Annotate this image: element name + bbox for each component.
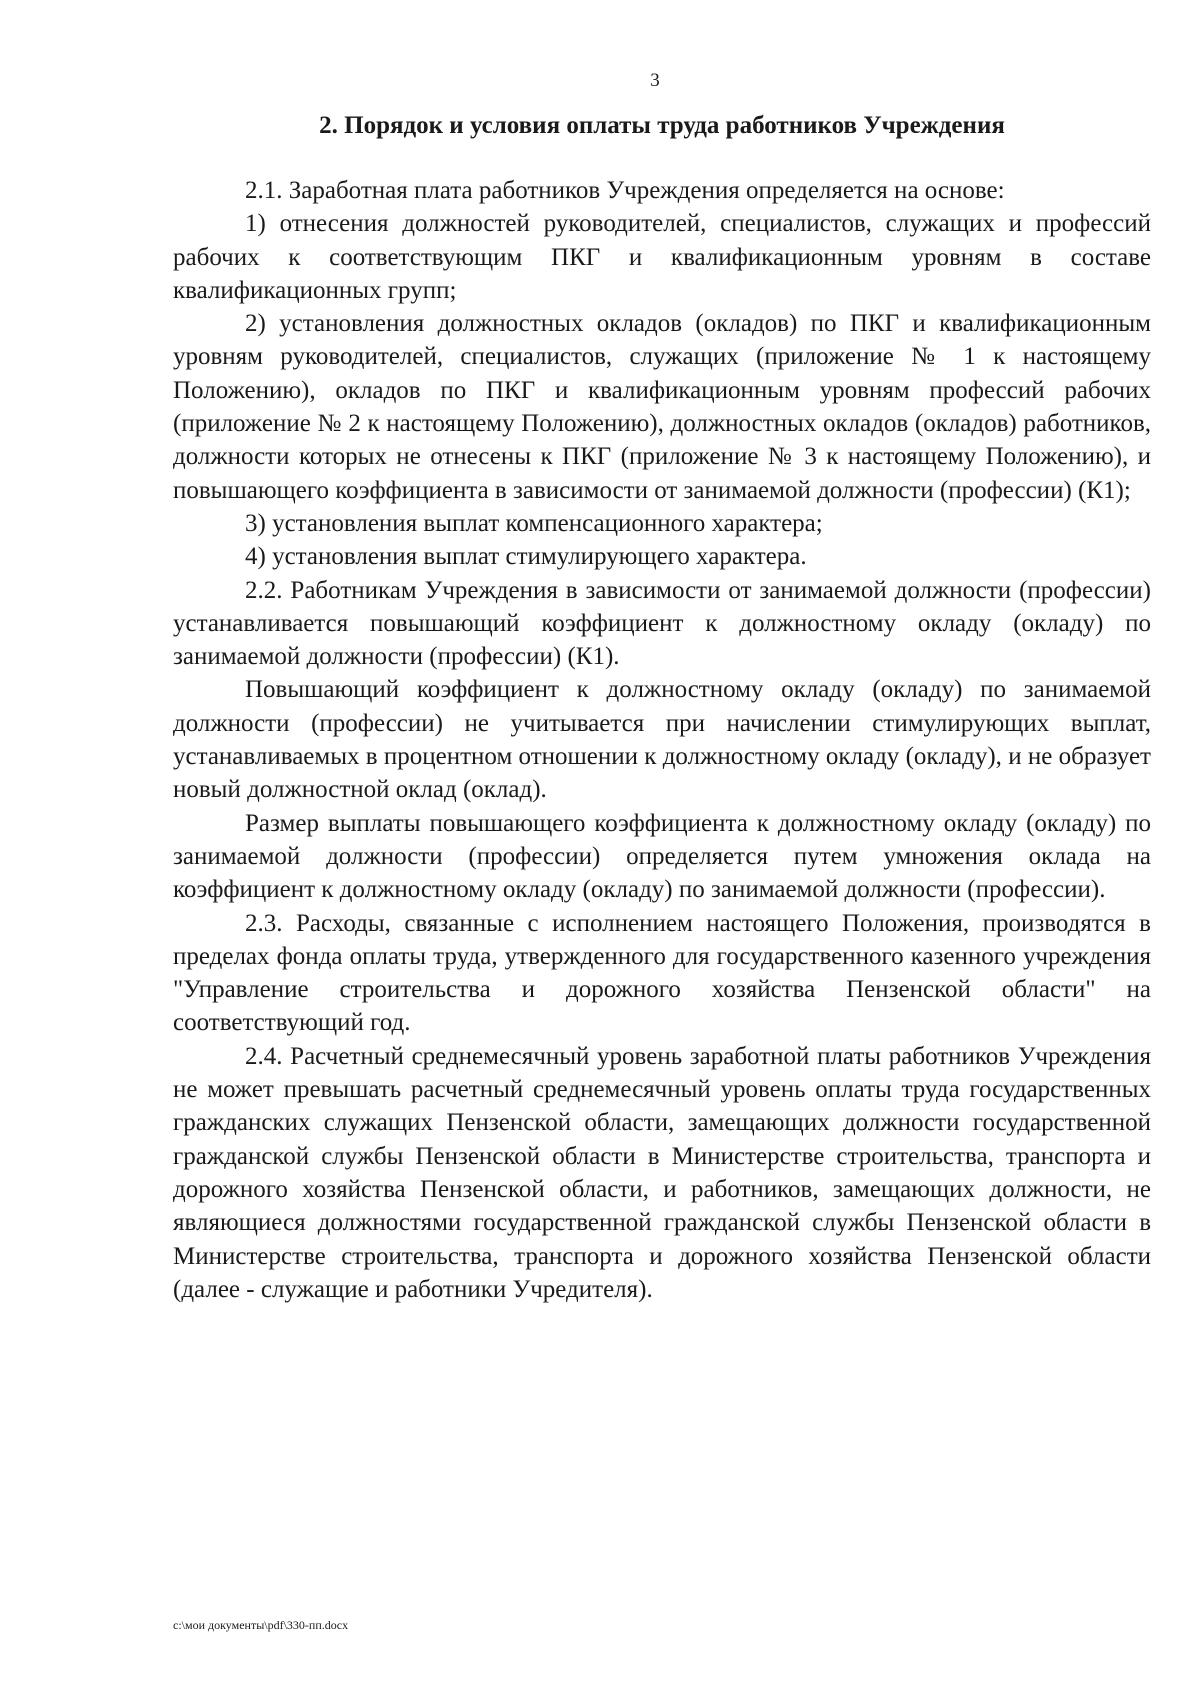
paragraph-2-4: 2.4. Расчетный среднемесячный уровень заработной платы работников Учреждения не может превышать расчетный среднемесячный уровень оплаты труда государственных гражданских служащих Пензенской области, замещающих должности государственной гражданской службы Пензенской области в Министерстве строительства, транспорта и дорожного хозяйства Пензенской области, и работников, замещающих должности, не являющиеся должностями государственной гражданской службы Пензенской области в Министерстве строительства, транспорта и дорожного хозяйства Пензенской области (далее - служащие и работники Учредителя). <box>173 1042 1151 1303</box>
paragraph-2-1-item-4: 4) установления выплат стимулирующего характера. <box>245 543 807 571</box>
paragraph-2-1-item-2: 2) установления должностных окладов (окладов) по ПКГ и квалификационным уровням руководителей, специалистов, служащих (приложение № 1 к настоящему Положению), окладов по ПКГ и квалификационным уровням профессий рабочих (приложение № 2 к настоящему Положению), должностных окладов (окладов) работников, должности которых не отнесены к ПКГ (приложение № 3 к настоящему Положению), и повышающего коэффициента в зависимости от занимаемой должности (профессии) (К1); <box>173 310 1151 504</box>
paragraph-2-2-payment-size: Размер выплаты повышающего коэффициента к должностному окладу (окладу) по занимаемой должности (профессии) определяется путем умножения оклада на коэффициент к должностному окладу (окладу) по занимаемой должности (профессии). <box>173 809 1151 904</box>
paragraph-2-2-coefficient-note: Повышающий коэффициент к должностному окладу (окладу) по занимаемой должности (профессии) не учитывается при начислении стимулирующих выплат, устанавливаемых в процентном отношении к должностному окладу (окладу), и не образует новый должностной оклад (оклад). <box>173 676 1151 804</box>
body-text <box>173 174 1151 1306</box>
section-title: 2. Порядок и условия оплаты труда работников Учреждения <box>319 112 1005 139</box>
paragraph-2-1-item-3: 3) установления выплат компенсационного характера; <box>245 509 823 537</box>
paragraph-2-1: 2.1. Заработная плата работников Учреждения определяется на основе: <box>245 177 1005 204</box>
footer-file-path: c:\мои документы\pdf\330-пп.docx <box>173 1618 349 1632</box>
paragraph-2-3: 2.3. Расходы, связанные с исполнением настоящего Положения, производятся в пределах фонда оплаты труда, утвержденного для государственного казенного учреждения "Управление строительства и дорожного хозяйства Пензенской области" на соответствующий год. <box>173 909 1151 1037</box>
paragraph-2-2: 2.2. Работникам Учреждения в зависимости от занимаемой должности (профессии) устанавливается повышающий коэффициент к должностному окладу (окладу) по занимаемой должности (профессии) (К1). <box>173 576 1151 671</box>
page-number: 3 <box>650 70 660 91</box>
paragraph-2-1-item-1: 1) отнесения должностей руководителей, специалистов, служащих и профессий рабочих к соответствующим ПКГ и квалификационным уровням в составе квалификационных групп; <box>173 210 1151 304</box>
